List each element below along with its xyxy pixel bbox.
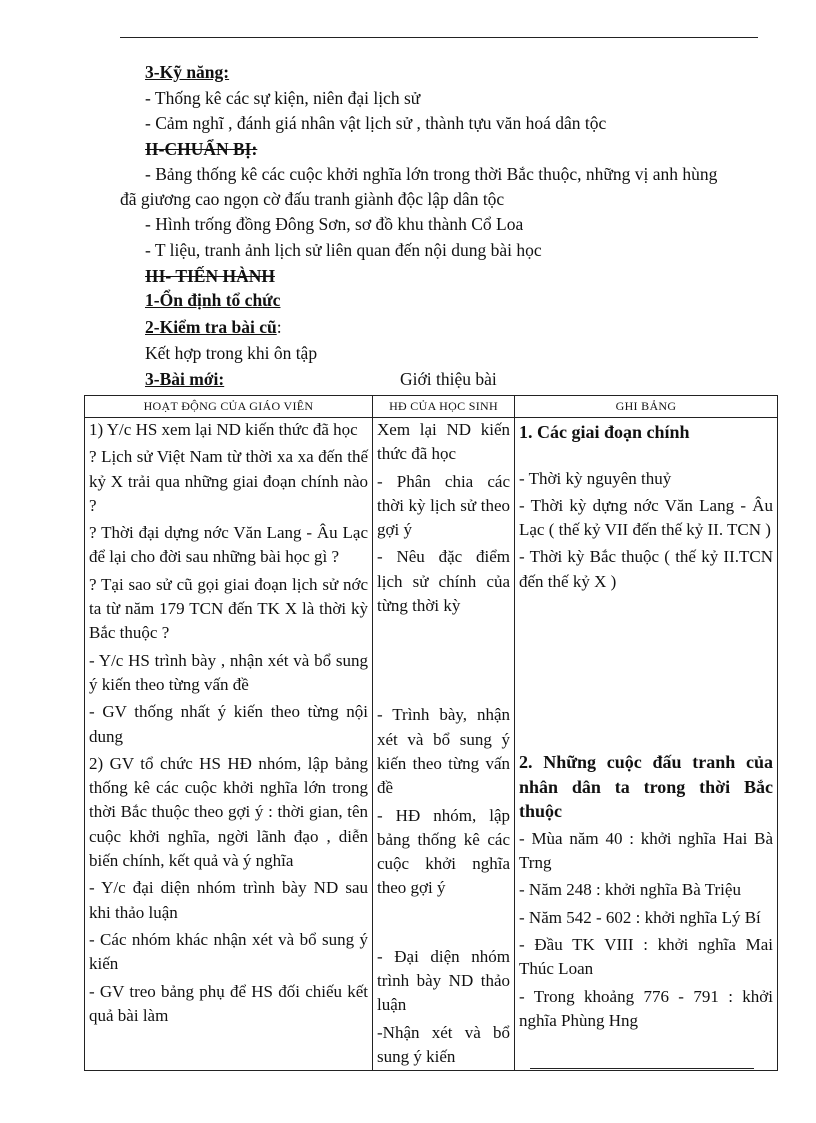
- teacher-item: 1) Y/c HS xem lại ND kiến thức đã học: [89, 420, 358, 439]
- student-item: - Đại diện nhóm trình bày ND thảo luận: [377, 946, 510, 1015]
- teacher-item: 2) GV tổ chức HS HĐ nhóm, lập bảng thống kê các cuộc khởi nghĩa lớn trong thời Bắc thuộc theo gợi ý : thời gian, tên cuộc khởi nghĩa, ngời lãnh đạo , diễn biến chính, kết quả và ý nghĩa: [89, 753, 368, 871]
- chuan-bi-item: - Hình trống đồng Đông Sơn, sơ đồ khu thành Cổ Loa: [145, 214, 524, 234]
- student-cell: [373, 418, 515, 1071]
- board-item: - Năm 248 : khởi nghĩa Bà Triệu: [519, 880, 741, 900]
- teacher-item: - Các nhóm khác nhận xét và bổ sung ý kiến: [89, 929, 368, 974]
- heading-bai-moi: 3-Bài mới:: [145, 369, 225, 389]
- teacher-item: - GV thống nhất ý kiến theo từng nội dung: [89, 702, 368, 746]
- board-item: - Trong khoảng 776 - 791 : khởi nghĩa Phùng Hng: [519, 986, 773, 1030]
- ky-nang-item: - Cảm nghĩ , đánh giá nhân vật lịch sử , thành tựu văn hoá dân tộc: [145, 113, 607, 133]
- board-title-2: 2. Những cuộc đấu tranh của nhân dân ta trong thời Bắc thuộc: [519, 752, 773, 822]
- chuan-bi-item: đã giương cao ngọn cờ đấu tranh giành độc lập dân tộc: [120, 189, 505, 209]
- ket-hop-text: Kết hợp trong khi ôn tập: [145, 343, 318, 363]
- teacher-item: ? Tại sao sử cũ gọi giai đoạn lịch sử nớc ta từ năm 179 TCN đến TK X là thời kỳ Bắc thuộc ?: [89, 574, 368, 643]
- teacher-cell: [85, 418, 373, 1071]
- teacher-item: ? Thời đại dựng nớc Văn Lang - Âu Lạc để lại cho đời sau những bài học gì ?: [89, 523, 368, 567]
- teacher-item: ? Lịch sử Việt Nam từ thời xa xa đến thế kỷ X trải qua những giai đoạn chính nào ?: [89, 447, 368, 515]
- kiem-tra-label: 2-Kiểm tra bài cũ: [145, 317, 277, 337]
- teacher-item: - GV treo bảng phụ để HS đối chiếu kết quả bài làm: [89, 981, 368, 1025]
- footer-rule: [530, 1068, 754, 1069]
- student-item: - Nêu đặc điểm lịch sử chính của từng thời kỳ: [377, 547, 510, 616]
- student-item: - HĐ nhóm, lập bảng thống kê các cuộc khởi nghĩa theo gợi ý: [377, 805, 510, 898]
- teacher-item: - Y/c đại diện nhóm trình bày ND sau khi thảo luận: [89, 878, 368, 922]
- board-cell: [515, 418, 778, 1071]
- student-item: - Phân chia các thời kỳ lịch sử theo gợi ý: [377, 471, 510, 540]
- kiem-tra-colon: :: [276, 317, 282, 337]
- heading-on-dinh: 1-Ổn định tổ chức: [145, 290, 281, 310]
- heading-kiem-tra: [145, 315, 282, 339]
- student-item: - Trình bày, nhận xét và bổ sung ý kiến theo từng vấn đề: [377, 705, 510, 798]
- heading-ky-nang: 3-Kỹ năng:: [145, 62, 230, 82]
- table-row: [85, 418, 778, 1071]
- header-hoc-sinh: HĐ CỦA HỌC SINH: [373, 396, 515, 418]
- chuan-bi-item: - T liệu, tranh ảnh lịch sử liên quan đến nội dung bài học: [145, 240, 542, 260]
- student-item: Xem lại ND kiến thức đã học: [377, 420, 510, 464]
- board-item: - Mùa năm 40 : khởi nghĩa Hai Bà Trng: [519, 828, 773, 873]
- board-item: - Thời kỳ Bắc thuộc ( thế kỷ II.TCN đến thế kỷ X ): [519, 547, 773, 591]
- board-title-1: 1. Các giai đoạn chính: [519, 422, 690, 442]
- header-rule: [120, 37, 758, 38]
- heading-chuan-bi: II-CHUẨN BỊ:: [145, 139, 258, 159]
- heading-tien-hanh: III- TIẾN HÀNH: [145, 266, 275, 286]
- table-header-row: [85, 396, 778, 418]
- teacher-item: - Y/c HS trình bày , nhận xét và bổ sung ý kiến theo từng vấn đề: [89, 650, 368, 694]
- ky-nang-item: - Thống kê các sự kiện, niên đại lịch sử: [145, 88, 421, 108]
- header-giao-vien: HOẠT ĐỘNG CỦA GIÁO VIÊN: [85, 396, 373, 418]
- board-item: - Năm 542 - 602 : khởi nghĩa Lý Bí: [519, 907, 761, 927]
- board-item: - Thời kỳ dựng nớc Văn Lang - Âu Lạc ( thế kỷ VII đến thế kỷ II. TCN ): [519, 495, 773, 540]
- gioi-thieu-text: Giới thiệu bài: [400, 369, 497, 389]
- board-item: - Thời kỳ nguyên thuỷ: [519, 468, 672, 488]
- student-item: -Nhận xét và bổ sung ý kiến: [377, 1022, 510, 1066]
- board-item: - Đầu TK VIII : khởi nghĩa Mai Thúc Loan: [519, 935, 773, 979]
- header-ghi-bang: GHI BẢNG: [515, 396, 778, 418]
- lesson-table: [84, 395, 778, 1071]
- chuan-bi-item: - Bảng thống kê các cuộc khởi nghĩa lớn trong thời Bắc thuộc, những vị anh hùng: [145, 164, 718, 184]
